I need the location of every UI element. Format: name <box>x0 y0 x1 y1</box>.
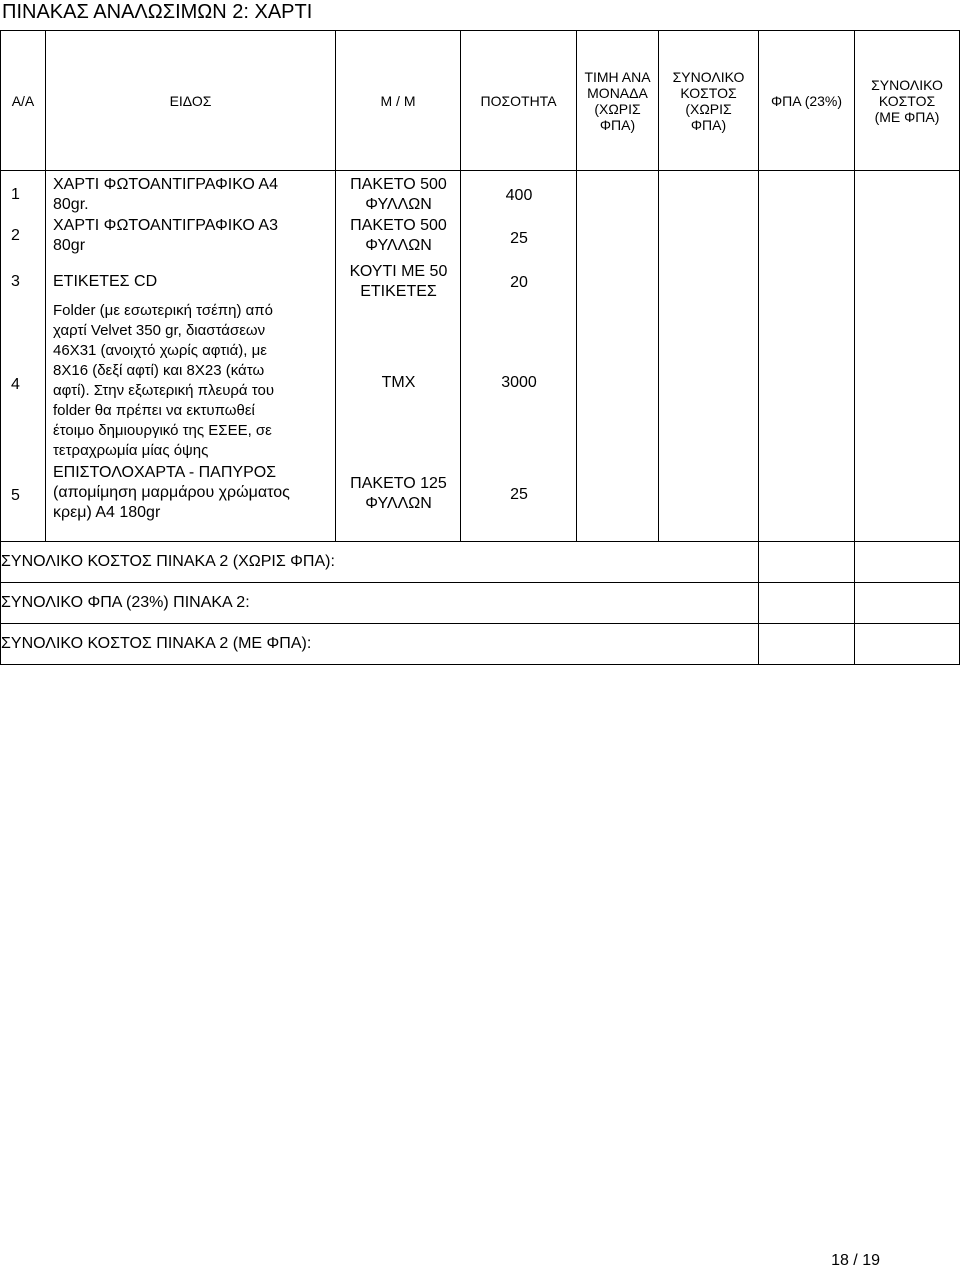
row-4-unit: ΤΜΧ <box>381 374 416 391</box>
quantity-cell <box>461 171 577 542</box>
page-number: 18 / 19 <box>831 1252 880 1269</box>
total-with-vat-row <box>1 624 960 665</box>
row-1-item: ΧΑΡΤΙ ΦΩΤΟΑΝΤΙΓΡΑΦΙΚΟ Α4 80gr. <box>53 176 278 213</box>
row-5-qty: 25 <box>510 486 528 503</box>
total-with-vat-value-blank <box>855 624 960 665</box>
total-with-vat-vat-blank <box>759 624 855 665</box>
consumables-table <box>0 30 960 665</box>
unit-cell <box>336 171 461 542</box>
row-4-qty: 3000 <box>501 374 537 391</box>
total-with-vat-label: ΣΥΝΟΛΙΚΟ ΚΟΣΤΟΣ ΠΙΝΑΚΑ 2 (ΜΕ ΦΠΑ): <box>1 624 759 665</box>
total-vat-cell <box>855 171 960 542</box>
row-4-item: Folder (με εσωτερική τσέπη) από χαρτί Velvet 350 gr, διαστάσεων 46Χ31 (ανοιχτό χωρίς αφτιά), με 8Χ16 (δεξί αφτί) και 8Χ23 (κάτω αφτί). Στην εξωτερική πλευρά του folder θα πρέπει να εκτυπωθεί έτοιμο δημιουργικό της ΕΣΕΕ, σε τετραχρωμία μίας όψης <box>53 302 275 459</box>
row-2-unit: ΠΑΚΕΤΟ 500 ΦΥΛΛΩΝ <box>350 217 447 254</box>
row-3-qty: 20 <box>510 274 528 291</box>
row-2-item: ΧΑΡΤΙ ΦΩΤΟΑΝΤΙΓΡΑΦΙΚΟ Α3 80gr <box>53 217 278 254</box>
total-no-vat-row <box>1 542 960 583</box>
row-5-unit: ΠΑΚΕΤΟ 125 ΦΥΛΛΩΝ <box>350 475 447 512</box>
row-2-qty: 25 <box>510 230 528 247</box>
header-row <box>1 31 960 171</box>
header-total-no-vat: ΣΥΝΟΛΙΚΟ ΚΟΣΤΟΣ (ΧΩΡΙΣ ΦΠΑ) <box>659 31 759 171</box>
total-vat-label: ΣΥΝΟΛΙΚΟ ΦΠΑ (23%) ΠΙΝΑΚΑ 2: <box>1 583 759 624</box>
header-item: ΕΙΔΟΣ <box>46 31 336 171</box>
header-unit: Μ / Μ <box>336 31 461 171</box>
total-vat-vat-blank <box>759 583 855 624</box>
total-vat-value-blank <box>855 583 960 624</box>
row-5-item: ΕΠΙΣΤΟΛΟΧΑΡΤΑ - ΠΑΠΥΡΟΣ (απομίμηση μαρμάρου χρώματος κρεμ) Α4 180gr <box>53 464 290 521</box>
vat-cell <box>759 171 855 542</box>
row-5-aa: 5 <box>11 487 20 504</box>
items-row <box>1 171 960 542</box>
row-4-aa: 4 <box>11 376 20 393</box>
item-cell <box>46 171 336 542</box>
row-1-qty: 400 <box>505 187 533 204</box>
total-no-vat-cell <box>659 171 759 542</box>
aa-cell <box>1 171 46 542</box>
total-no-vat-label: ΣΥΝΟΛΙΚΟ ΚΟΣΤΟΣ ΠΙΝΑΚΑ 2 (ΧΩΡΙΣ ΦΠΑ): <box>1 542 759 583</box>
row-3-unit: ΚΟΥΤΙ ΜΕ 50 ΕΤΙΚΕΤΕΣ <box>349 263 448 300</box>
header-quantity: ΠΟΣΟΤΗΤΑ <box>461 31 577 171</box>
total-no-vat-value-blank <box>855 542 960 583</box>
header-unit-price: ΤΙΜΗ ΑΝΑ ΜΟΝΑΔΑ (ΧΩΡΙΣ ΦΠΑ) <box>577 31 659 171</box>
row-1-unit: ΠΑΚΕΤΟ 500 ΦΥΛΛΩΝ <box>350 176 447 213</box>
row-1-aa: 1 <box>11 186 20 203</box>
row-3-aa: 3 <box>11 273 20 290</box>
header-aa: Α/Α <box>1 31 46 171</box>
unit-price-cell <box>577 171 659 542</box>
total-vat-row <box>1 583 960 624</box>
row-3-item: ΕΤΙΚΕΤΕΣ CD <box>53 273 158 290</box>
total-no-vat-vat-blank <box>759 542 855 583</box>
header-total-vat: ΣΥΝΟΛΙΚΟ ΚΟΣΤΟΣ (ΜΕ ΦΠΑ) <box>855 31 960 171</box>
header-vat: ΦΠΑ (23%) <box>759 31 855 171</box>
row-2-aa: 2 <box>11 227 20 244</box>
page-title: ΠΙΝΑΚΑΣ ΑΝΑΛΩΣΙΜΩΝ 2: ΧΑΡΤΙ <box>2 1 313 23</box>
